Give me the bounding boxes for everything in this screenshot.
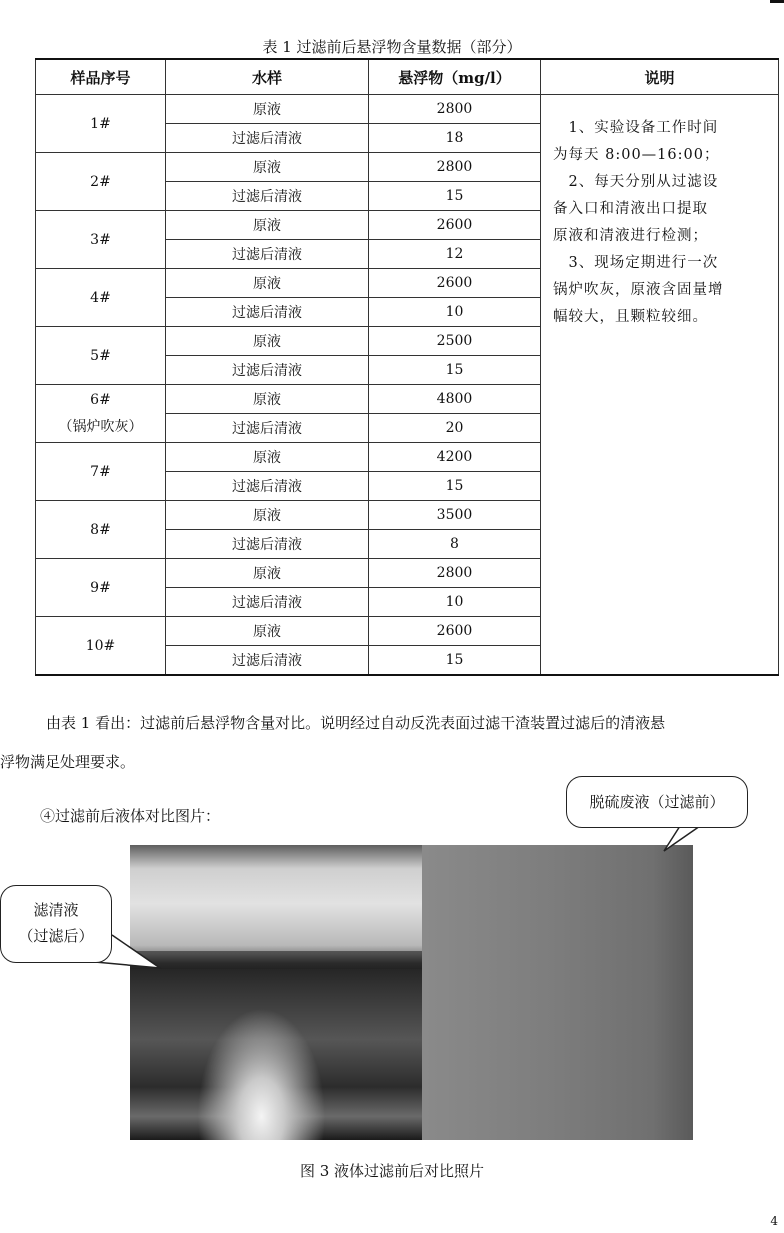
raw-sample-label: 原液 — [166, 559, 369, 588]
unfiltered-liquid-photo — [422, 845, 693, 1140]
sample-number: 9# — [90, 579, 111, 596]
note-line: 3、现场定期进行一次 — [553, 255, 719, 271]
sample-cell — [36, 327, 166, 385]
raw-sample-label: 原液 — [166, 443, 369, 472]
filtered-sample-label: 过滤后清液 — [166, 530, 369, 559]
note-line: 幅较大，且颗粒较细。 — [553, 309, 708, 325]
sample-cell — [36, 501, 166, 559]
filtered-sample-value: 10 — [369, 588, 541, 617]
raw-sample-value: 2600 — [369, 269, 541, 298]
callout-filtered-line2: （过滤后） — [18, 927, 94, 945]
raw-sample-value: 2600 — [369, 211, 541, 240]
filtered-sample-value: 15 — [369, 646, 541, 676]
raw-sample-label: 原液 — [166, 153, 369, 182]
header-water-sample: 水样 — [166, 59, 369, 95]
figure-subheading: ④过滤前后液体对比图片： — [40, 807, 221, 825]
sample-cell — [36, 153, 166, 211]
sample-cell — [36, 443, 166, 501]
raw-sample-label: 原液 — [166, 211, 369, 240]
sample-cell — [36, 95, 166, 153]
filtered-liquid-bottle-photo — [130, 845, 422, 1140]
filtered-sample-value: 8 — [369, 530, 541, 559]
sample-number: 2# — [90, 173, 111, 190]
raw-sample-label: 原液 — [166, 385, 369, 414]
page-corner-mark — [770, 0, 784, 3]
sample-number: 7# — [90, 463, 111, 480]
table-caption: 表 1 过滤前后悬浮物含量数据（部分） — [262, 38, 522, 56]
header-suspended-solids: 悬浮物（mg/l） — [369, 59, 541, 95]
note-line: 原液和清液进行检测； — [553, 228, 708, 244]
raw-sample-value: 2800 — [369, 95, 541, 124]
filtered-sample-label: 过滤后清液 — [166, 646, 369, 676]
filtered-sample-label: 过滤后清液 — [166, 356, 369, 385]
header-notes: 说明 — [541, 59, 779, 95]
filtered-sample-value: 15 — [369, 472, 541, 501]
filtered-sample-label: 过滤后清液 — [166, 588, 369, 617]
filtered-sample-label: 过滤后清液 — [166, 472, 369, 501]
raw-sample-value: 4200 — [369, 443, 541, 472]
filtered-sample-value: 10 — [369, 298, 541, 327]
sample-cell — [36, 211, 166, 269]
sample-cell — [36, 385, 166, 443]
filtered-sample-value: 20 — [369, 414, 541, 443]
body-paragraph-line2: 浮物满足处理要求。 — [0, 753, 136, 771]
table-header-row — [36, 59, 779, 95]
sample-number: 5# — [90, 347, 111, 364]
comparison-photo — [130, 845, 693, 1140]
sample-cell — [36, 559, 166, 617]
page-number: 4 — [770, 1214, 778, 1228]
sample-number: 10# — [85, 637, 116, 654]
filtered-sample-value: 18 — [369, 124, 541, 153]
callout-unfiltered-text: 脱硫废液（过滤前） — [589, 793, 725, 811]
note-line: 1、实验设备工作时间 — [553, 120, 719, 136]
header-sample-no: 样品序号 — [36, 59, 166, 95]
filtered-sample-value: 15 — [369, 182, 541, 211]
table-body — [36, 95, 779, 676]
table-row — [36, 95, 779, 124]
note-line: 2、每天分别从过滤设 — [553, 174, 719, 190]
raw-sample-value: 2600 — [369, 617, 541, 646]
callout-filtered — [0, 885, 112, 963]
liquid-surface-line — [130, 951, 422, 969]
filtered-sample-label: 过滤后清液 — [166, 298, 369, 327]
sample-cell — [36, 269, 166, 327]
sample-number: 3# — [90, 231, 111, 248]
note-line: 锅炉吹灰，原液含固量增 — [553, 282, 724, 298]
body-paragraph-line1: 由表 1 看出：过滤前后悬浮物含量对比。说明经过自动反洗表面过滤干渣装置过滤后的清液悬 — [46, 714, 666, 732]
raw-sample-value: 2500 — [369, 327, 541, 356]
note-line: 为每天 8:00—16:00； — [553, 147, 720, 163]
notes-cell — [541, 95, 779, 676]
raw-sample-label: 原液 — [166, 617, 369, 646]
callout-filtered-line1: 滤清液 — [33, 901, 79, 919]
raw-sample-value: 2800 — [369, 559, 541, 588]
filtered-sample-value: 15 — [369, 356, 541, 385]
raw-sample-label: 原液 — [166, 327, 369, 356]
figure-caption: 图 3 液体过滤前后对比照片 — [299, 1162, 485, 1180]
sample-number: 6# — [90, 391, 111, 408]
callout-unfiltered — [566, 776, 748, 828]
note-line: 备入口和清液出口提取 — [553, 201, 708, 217]
filtered-sample-value: 12 — [369, 240, 541, 269]
raw-sample-label: 原液 — [166, 269, 369, 298]
raw-sample-value: 4800 — [369, 385, 541, 414]
raw-sample-value: 3500 — [369, 501, 541, 530]
sample-number: 8# — [90, 521, 111, 538]
sample-note: （锅炉吹灰） — [58, 418, 143, 435]
sample-number: 4# — [90, 289, 111, 306]
sample-number: 1# — [90, 115, 111, 132]
filtered-sample-label: 过滤后清液 — [166, 414, 369, 443]
filtered-sample-label: 过滤后清液 — [166, 124, 369, 153]
raw-sample-label: 原液 — [166, 501, 369, 530]
suspended-solids-table — [35, 58, 779, 676]
raw-sample-value: 2800 — [369, 153, 541, 182]
filtered-sample-label: 过滤后清液 — [166, 240, 369, 269]
filtered-sample-label: 过滤后清液 — [166, 182, 369, 211]
raw-sample-label: 原液 — [166, 95, 369, 124]
sample-cell — [36, 617, 166, 676]
